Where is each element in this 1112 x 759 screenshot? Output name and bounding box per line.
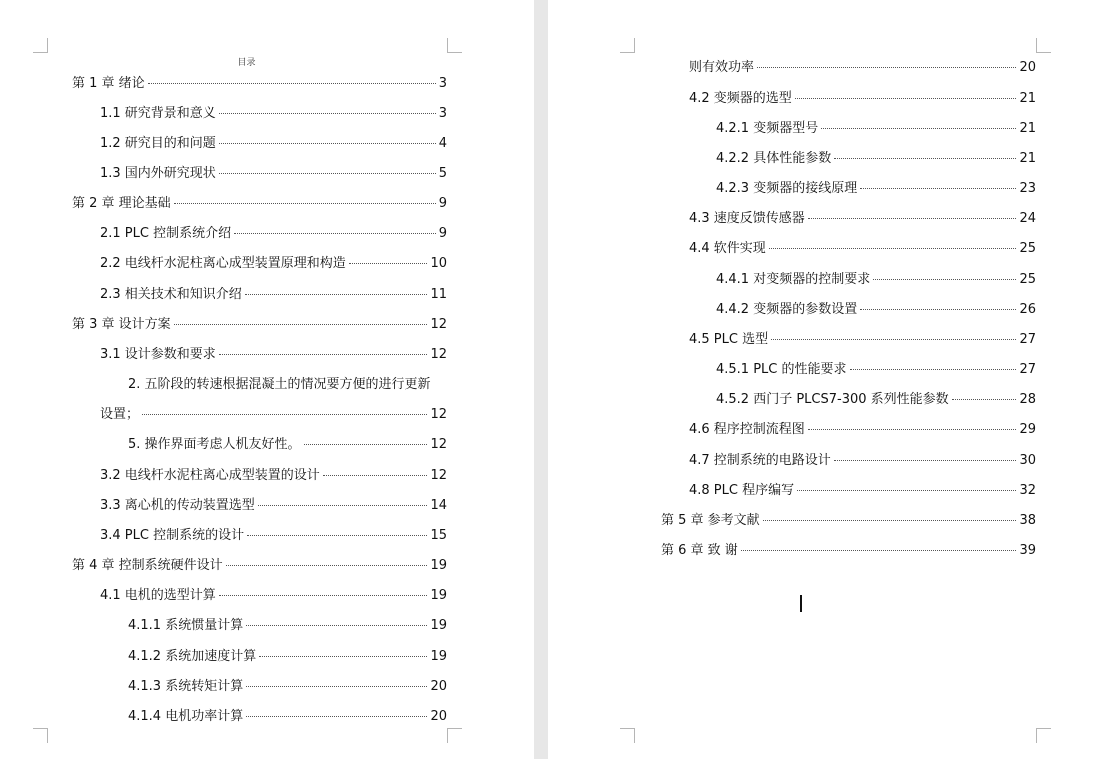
toc-leader-dots <box>142 414 427 415</box>
toc-entry-page: 5 <box>438 166 447 181</box>
toc-leader-dots <box>952 399 1017 400</box>
toc-leader-dots <box>258 505 428 506</box>
toc-leader-dots <box>246 625 427 626</box>
toc-leader-dots <box>246 716 427 717</box>
toc-entry-label: 4.2.2 具体性能参数 <box>716 151 832 166</box>
toc-entry-page: 19 <box>430 649 447 664</box>
toc-leader-dots <box>771 339 1016 340</box>
toc-entry-page: 26 <box>1019 302 1036 317</box>
toc-leader-dots <box>821 128 1016 129</box>
toc-entry-label: 1.3 国内外研究现状 <box>100 166 216 181</box>
toc-leader-dots <box>741 550 1017 551</box>
toc-leader-dots <box>174 203 436 204</box>
toc-leader-dots <box>834 460 1017 461</box>
toc-entry-label: 2.1 PLC 控制系统介绍 <box>100 226 232 241</box>
text-cursor <box>800 595 802 612</box>
toc-entry[interactable] <box>100 103 447 125</box>
toc-entry-label: 2.3 相关技术和知识介绍 <box>100 287 242 302</box>
toc-entry[interactable] <box>100 525 447 547</box>
toc-entry[interactable] <box>689 419 1036 441</box>
toc-entry[interactable] <box>716 389 1036 411</box>
toc-leader-dots <box>304 444 428 445</box>
toc-leader-dots <box>246 686 427 687</box>
toc-entry[interactable] <box>72 555 447 577</box>
toc-entry-label: 3.3 离心机的传动装置选型 <box>100 498 255 513</box>
toc-entry-page: 19 <box>430 588 447 603</box>
toc-entry-label: 第 4 章 控制系统硬件设计 <box>72 558 223 573</box>
toc-leader-dots <box>174 324 428 325</box>
toc-leader-dots <box>860 309 1016 310</box>
crop-mark-bottom-right <box>447 728 462 743</box>
toc-entry-label: 4.1.3 系统转矩计算 <box>128 679 244 694</box>
toc-entry[interactable] <box>128 676 447 698</box>
toc-entry-page: 20 <box>430 709 447 724</box>
toc-leader-dots <box>860 188 1016 189</box>
toc-leader-dots <box>757 67 1016 68</box>
toc-leader-dots <box>834 158 1016 159</box>
toc-entry-label: 4.2.3 变频器的接线原理 <box>716 181 858 196</box>
toc-entry[interactable] <box>689 88 1036 110</box>
crop-mark-top-right <box>1036 38 1051 53</box>
toc-entry[interactable] <box>689 450 1036 472</box>
toc-leader-dots <box>259 656 427 657</box>
toc-entry-label: 4.7 控制系统的电路设计 <box>689 453 831 468</box>
toc-entry-label: 4.1.2 系统加速度计算 <box>128 649 257 664</box>
toc-leader-dots <box>234 233 436 234</box>
toc-entry[interactable] <box>689 329 1036 351</box>
toc-entry-label: 3.2 电线杆水泥柱离心成型装置的设计 <box>100 468 320 483</box>
toc-entry-label: 第 3 章 设计方案 <box>72 317 171 332</box>
crop-mark-bottom-left <box>33 728 48 743</box>
toc-entry[interactable] <box>716 299 1036 321</box>
crop-mark-bottom-left <box>620 728 635 743</box>
toc-entry[interactable] <box>689 238 1036 260</box>
toc-entry-label: 3.1 设计参数和要求 <box>100 347 216 362</box>
toc-entry-page: 19 <box>430 558 447 573</box>
toc-entry-page: 20 <box>430 679 447 694</box>
toc-entry[interactable] <box>72 314 447 336</box>
toc-entry[interactable] <box>689 57 1036 79</box>
toc-leader-dots <box>795 98 1017 99</box>
toc-entry[interactable] <box>100 344 447 366</box>
toc-entry-page: 21 <box>1019 151 1036 166</box>
toc-leader-dots <box>850 369 1017 370</box>
toc-entry-page: 19 <box>430 618 447 633</box>
toc-entry[interactable] <box>100 223 447 245</box>
toc-entry[interactable] <box>716 118 1036 140</box>
toc-leader-dots <box>219 354 428 355</box>
toc-entry[interactable] <box>661 540 1036 562</box>
toc-entry[interactable] <box>128 706 447 728</box>
toc-entry-page: 4 <box>438 136 447 151</box>
toc-entry-page: 23 <box>1019 181 1036 196</box>
toc-entry-label: 1.1 研究背景和意义 <box>100 106 216 121</box>
toc-entry-page: 20 <box>1019 60 1036 75</box>
crop-mark-top-left <box>620 38 635 53</box>
toc-leader-dots <box>219 113 436 114</box>
toc-entry-page: 12 <box>430 437 447 452</box>
toc-entry-page: 39 <box>1019 543 1036 558</box>
toc-entry-label: 则有效功率 <box>689 60 755 75</box>
toc-entry-page: 28 <box>1019 392 1036 407</box>
toc-entry-label: 4.3 速度反馈传感器 <box>689 211 805 226</box>
toc-entry-page: 21 <box>1019 91 1036 106</box>
toc-entry-continued-text[interactable]: 2. 五阶段的转速根据混凝土的情况要方便的进行更新 <box>128 377 431 392</box>
toc-entry-page: 24 <box>1019 211 1036 226</box>
toc-entry[interactable] <box>100 495 447 517</box>
toc-entry-page: 21 <box>1019 121 1036 136</box>
toc-entry-page: 3 <box>438 106 447 121</box>
toc-entry-page: 30 <box>1019 453 1036 468</box>
toc-entry-page: 12 <box>430 347 447 362</box>
toc-entry-label: 第 5 章 参考文献 <box>661 513 760 528</box>
toc-entry-label: 第 1 章 绪论 <box>72 76 145 91</box>
toc-entry-label: 4.4.1 对变频器的控制要求 <box>716 272 871 287</box>
toc-entry-label: 4.1.4 电机功率计算 <box>128 709 244 724</box>
toc-leader-dots <box>247 535 427 536</box>
crop-mark-top-left <box>33 38 48 53</box>
toc-entry[interactable] <box>716 178 1036 200</box>
toc-entry-label: 4.4.2 变频器的参数设置 <box>716 302 858 317</box>
toc-leader-dots <box>219 143 436 144</box>
toc-entry-label: 第 2 章 理论基础 <box>72 196 171 211</box>
toc-entry-label: 第 6 章 致 谢 <box>661 543 738 558</box>
toc-leader-dots <box>873 279 1016 280</box>
toc-entry-page: 27 <box>1019 332 1036 347</box>
toc-entry-label: 5. 操作界面考虑人机友好性。 <box>128 437 301 452</box>
toc-entry-label: 2.2 电线杆水泥柱离心成型装置原理和构造 <box>100 256 346 271</box>
toc-entry-label: 3.4 PLC 控制系统的设计 <box>100 528 245 543</box>
toc-entry[interactable] <box>100 585 447 607</box>
toc-entry-page: 29 <box>1019 422 1036 437</box>
toc-entry-page: 27 <box>1019 362 1036 377</box>
toc-leader-dots <box>808 218 1017 219</box>
toc-entry-label: 4.5 PLC 选型 <box>689 332 769 347</box>
toc-leader-dots <box>797 490 1016 491</box>
crop-mark-top-right <box>447 38 462 53</box>
toc-leader-dots <box>226 565 428 566</box>
document-page-right[interactable] <box>548 0 1112 759</box>
toc-entry-label: 4.8 PLC 程序编写 <box>689 483 795 498</box>
toc-entry-label: 4.1 电机的选型计算 <box>100 588 216 603</box>
toc-entry-label: 1.2 研究目的和问题 <box>100 136 216 151</box>
toc-entry-page: 38 <box>1019 513 1036 528</box>
toc-entry-page: 12 <box>430 317 447 332</box>
toc-leader-dots <box>769 248 1017 249</box>
toc-entry-page: 32 <box>1019 483 1036 498</box>
toc-leader-dots <box>245 294 428 295</box>
toc-entry[interactable] <box>716 359 1036 381</box>
toc-leader-dots <box>763 520 1017 521</box>
toc-heading: 目录 <box>237 58 256 68</box>
toc-entry-page: 3 <box>438 76 447 91</box>
toc-entry[interactable] <box>689 208 1036 230</box>
toc-entry-label: 4.5.1 PLC 的性能要求 <box>716 362 847 377</box>
toc-entry[interactable] <box>100 133 447 155</box>
toc-entry-page: 14 <box>430 498 447 513</box>
toc-entry-page: 12 <box>430 468 447 483</box>
toc-entry[interactable] <box>72 193 447 215</box>
toc-leader-dots <box>219 173 436 174</box>
toc-entry-page: 9 <box>438 196 447 211</box>
toc-entry-label: 4.4 软件实现 <box>689 241 766 256</box>
toc-leader-dots <box>808 429 1017 430</box>
toc-entry-label: 4.2 变频器的选型 <box>689 91 792 106</box>
toc-entry[interactable] <box>100 284 447 306</box>
toc-entry[interactable] <box>661 510 1036 532</box>
toc-entry[interactable] <box>100 253 447 275</box>
toc-entry[interactable] <box>100 465 447 487</box>
toc-entry[interactable] <box>100 404 447 426</box>
toc-entry-page: 25 <box>1019 241 1036 256</box>
toc-entry-page: 15 <box>430 528 447 543</box>
toc-entry[interactable] <box>716 269 1036 291</box>
toc-entry-page: 10 <box>430 256 447 271</box>
crop-mark-bottom-right <box>1036 728 1051 743</box>
toc-leader-dots <box>219 595 428 596</box>
toc-entry[interactable] <box>100 163 447 185</box>
toc-entry[interactable] <box>128 434 447 456</box>
toc-entry-page: 11 <box>430 287 447 302</box>
toc-entry-label: 4.2.1 变频器型号 <box>716 121 819 136</box>
toc-entry-label: 4.5.2 西门子 PLCS7-300 系列性能参数 <box>716 392 949 407</box>
document-page-left[interactable] <box>0 0 534 759</box>
toc-entry-label: 4.1.1 系统惯量计算 <box>128 618 244 633</box>
toc-leader-dots <box>148 83 436 84</box>
toc-entry[interactable] <box>128 646 447 668</box>
toc-entry-page: 12 <box>430 407 447 422</box>
toc-leader-dots <box>349 263 428 264</box>
toc-entry[interactable] <box>128 615 447 637</box>
toc-entry[interactable] <box>716 148 1036 170</box>
toc-entry-label: 4.6 程序控制流程图 <box>689 422 805 437</box>
toc-entry[interactable] <box>72 73 447 95</box>
toc-entry-label: 设置； <box>100 407 140 422</box>
toc-entry[interactable] <box>689 480 1036 502</box>
toc-entry-page: 9 <box>438 226 447 241</box>
toc-leader-dots <box>323 475 428 476</box>
toc-entry-page: 25 <box>1019 272 1036 287</box>
